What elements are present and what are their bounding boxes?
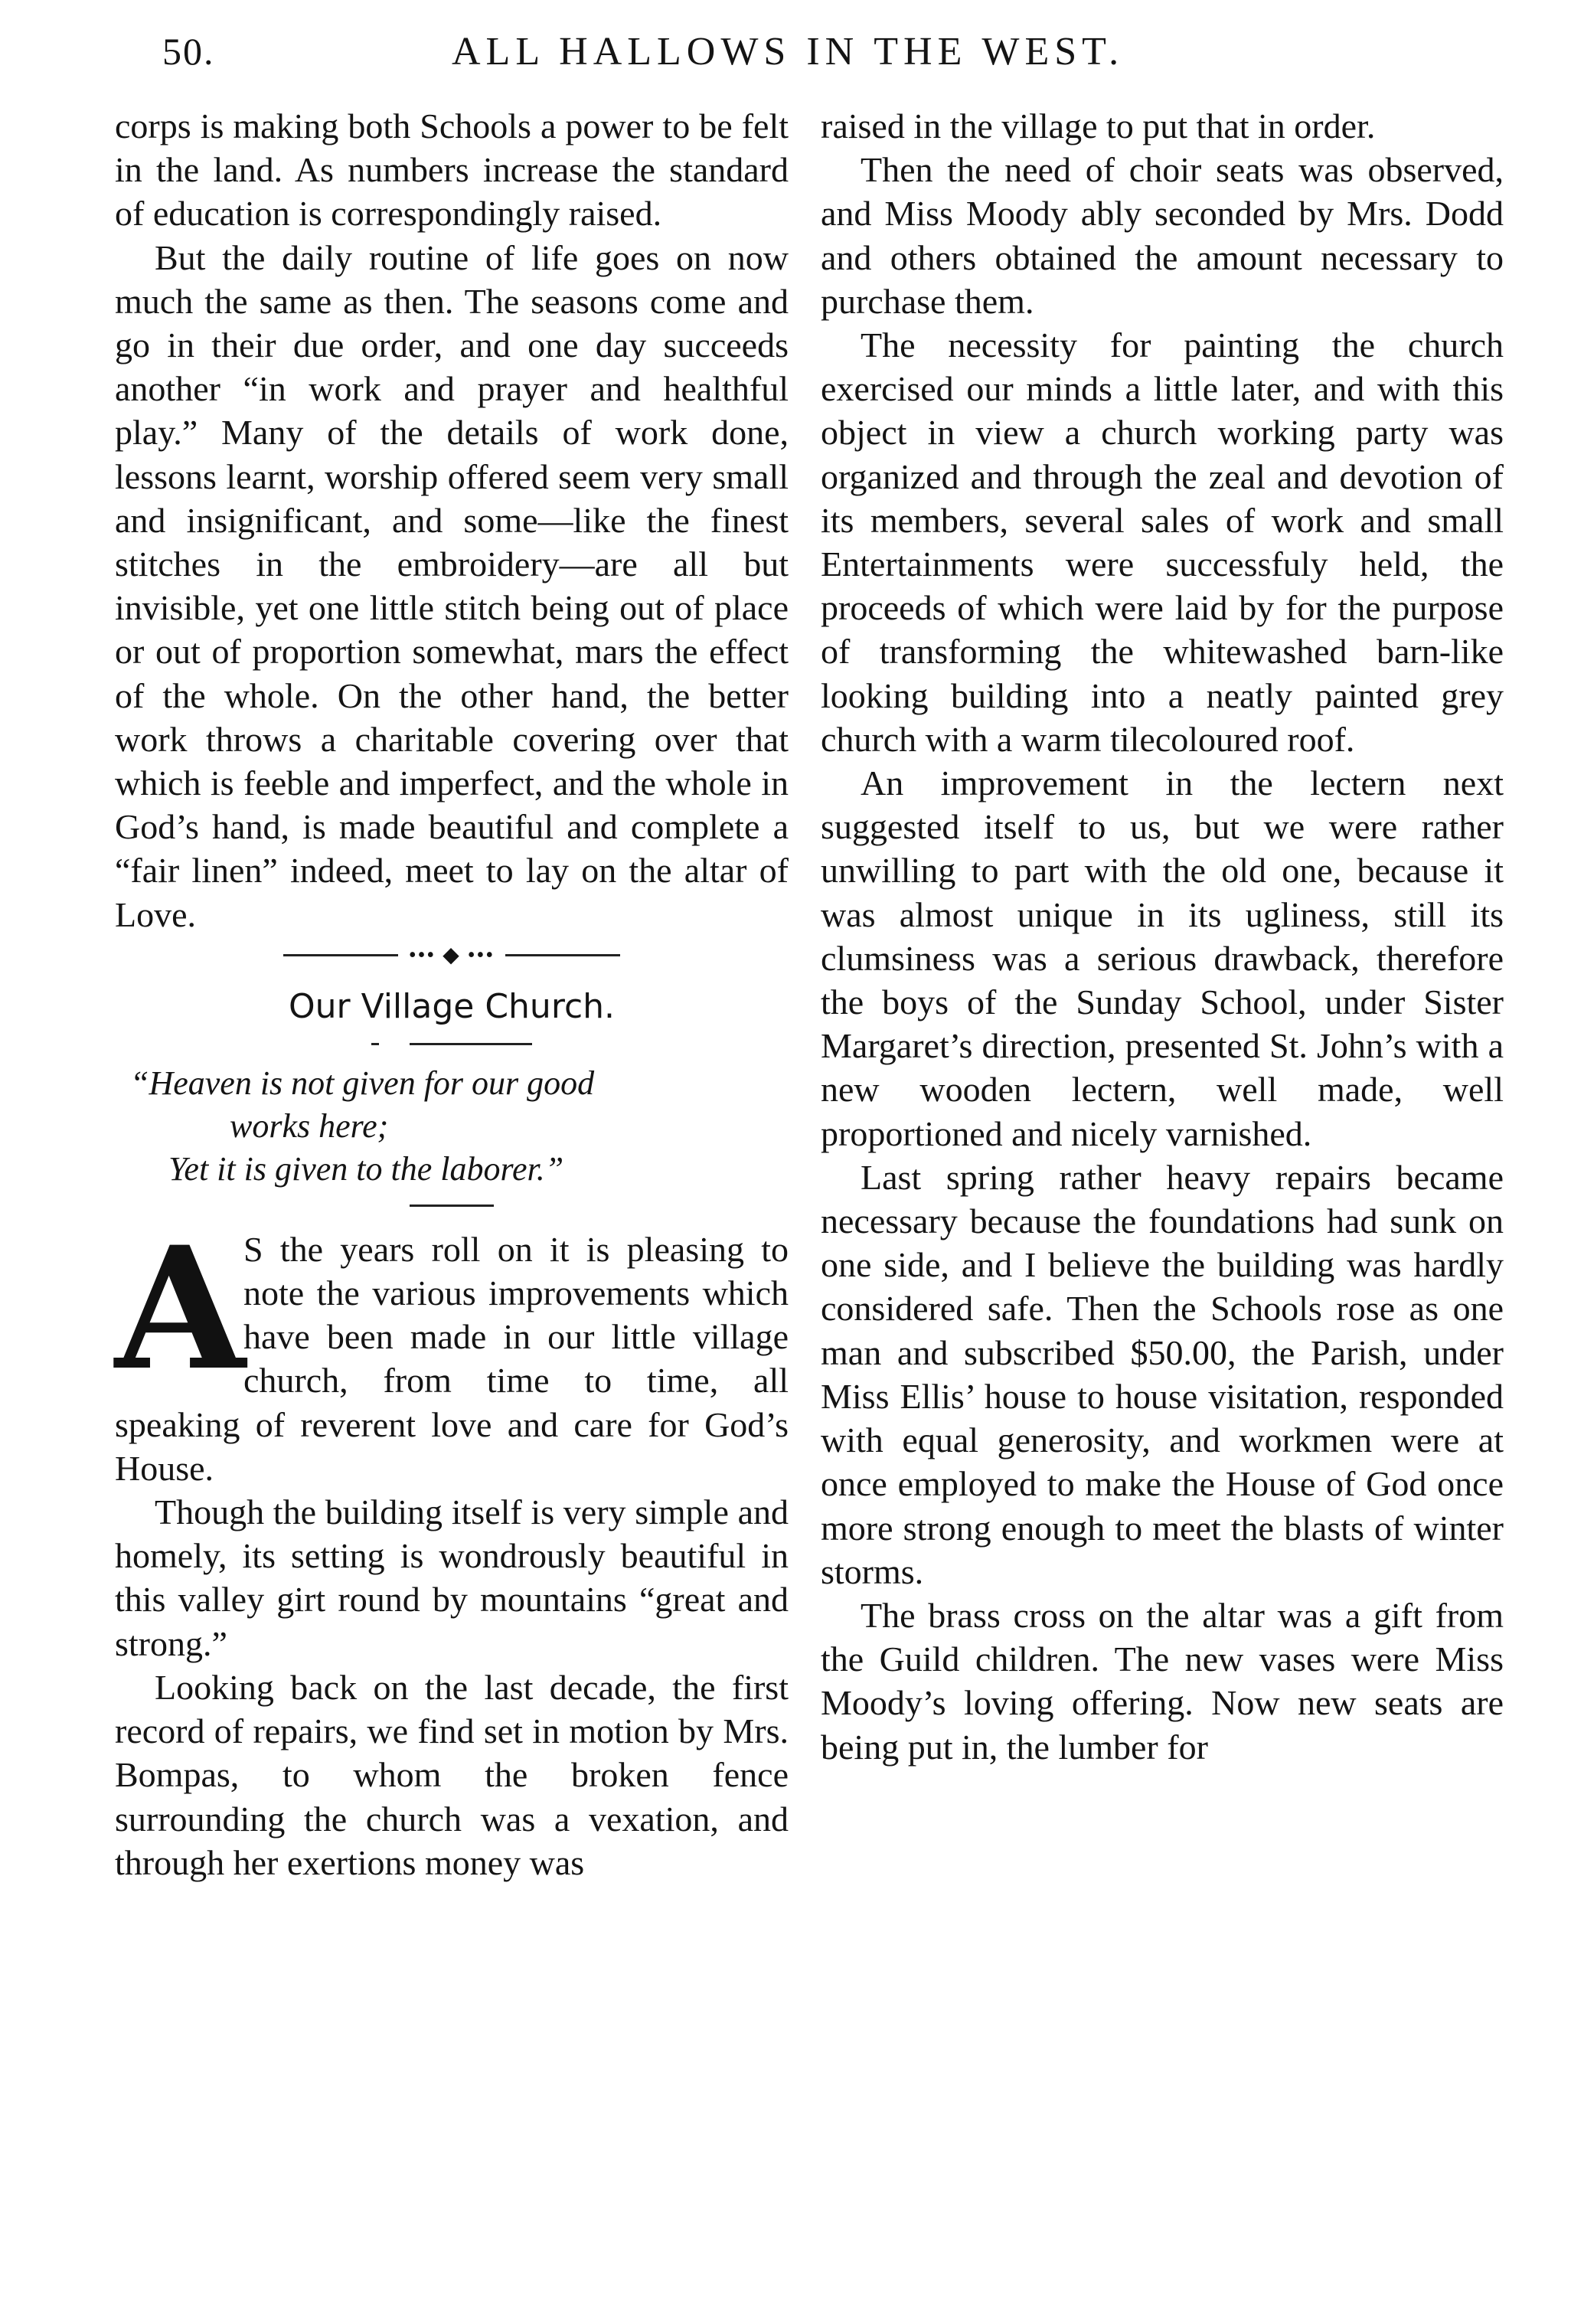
left-column bbox=[115, 104, 789, 1884]
epigraph-line: “Heaven is not given for our good bbox=[130, 1064, 595, 1102]
ornament-glyph: ••• ◆ ••• bbox=[408, 943, 495, 967]
right-column bbox=[821, 104, 1504, 1769]
section-title: Our Village Church. bbox=[288, 986, 616, 1026]
paragraph: The necessity for painting the church exercised our minds a little later, and with this object in view a church working party was organized and through the zeal and devotion of its members, several sales of work and small Entertainments were successfuly held, the proceeds of which were laid by for the purpose of transforming the whitewashed barn-like looking building into a neatly painted grey church with a warm tilecoloured roof. bbox=[821, 325, 1504, 759]
epigraph-line: Yet it is given to the laborer.” bbox=[168, 1149, 564, 1188]
paragraph: corps is making both Schools a power to be felt in the land. As numbers increase the standard of education is correspondingly raised. bbox=[115, 106, 789, 234]
paragraph: Though the building itself is very simple and homely, its setting is wondrously beautiful in this valley girt round by mountains “great and strong.” bbox=[115, 1492, 789, 1663]
page-number: 50. bbox=[162, 30, 215, 73]
paragraph: raised in the village to put that in order. bbox=[821, 106, 1376, 145]
divider-rule bbox=[505, 954, 620, 956]
paragraph-text: S the years roll on it is pleasing to note the various improvements which have been made in our little village church, from time to time, all speaking of reverent love and care for God’s House. bbox=[115, 1229, 789, 1488]
title-underline bbox=[115, 1033, 789, 1056]
dropcap-paragraph bbox=[115, 1208, 789, 1490]
drop-cap: A bbox=[115, 1208, 246, 1407]
divider-rule bbox=[283, 954, 398, 956]
paragraph: But the daily routine of life goes on now much the same as then. The seasons come and go in their due order, and one day succeeds another “in work and prayer and healthful play.” Many of the details of work done, lessons learnt, worship offered seem very small and insignificant, and some—like the finest stitches in the embroidery—are all but invisible, yet one little stitch being out of place or out of proportion somewhat, mars the effect of the whole. On the other hand, the better work throws a charitable covering over that which is feeble and imperfect, and the whole in God’s hand, is made beautiful and complete a “fair linen” indeed, meet to lay on the altar of Love. bbox=[115, 237, 789, 934]
page-header bbox=[115, 29, 1539, 83]
paragraph: Then the need of choir seats was observed, and Miss Moody ably seconded by Mrs. Dodd and others obtained the amount necessary to purchase them. bbox=[821, 150, 1504, 321]
paragraph: The brass cross on the altar was a gift from the Guild children. The new vases were Miss Moody’s loving offering. Now new seats are being put in, the lumber for bbox=[821, 1595, 1504, 1767]
epigraph bbox=[115, 1062, 789, 1191]
running-title: ALL HALLOWS IN THE WEST. bbox=[452, 30, 1125, 74]
epigraph-line: works here; bbox=[230, 1106, 389, 1145]
section-divider-ornament bbox=[115, 943, 789, 967]
paragraph: Last spring rather heavy repairs became necessary because the foundations had sunk on one side, and I believe the building was hardly considered safe. Then the Schools rose as one man and subscribed $50.00, the Parish, under Miss Ellis’ house to house visitation, responded with equal generosity, and workmen were at once employed to make the House of God once more strong enough to meet the blasts of winter storms. bbox=[821, 1157, 1504, 1591]
paragraph: Looking back on the last decade, the first record of repairs, we find set in motion by Mrs. Bompas, to whom the broken fence surrounding the church was a vexation, and through her exertions money was bbox=[115, 1667, 789, 1882]
paragraph: An improvement in the lectern next suggested itself to us, but we were rather unwilling to part with the old one, because it was almost unique in its ugliness, still its clumsiness was a serious drawback, therefore the boys of the Sunday School, under Sister Margaret’s direction, presented St. John’s with a new wooden lectern, well made, well proportioned and nicely varnished. bbox=[821, 763, 1504, 1153]
